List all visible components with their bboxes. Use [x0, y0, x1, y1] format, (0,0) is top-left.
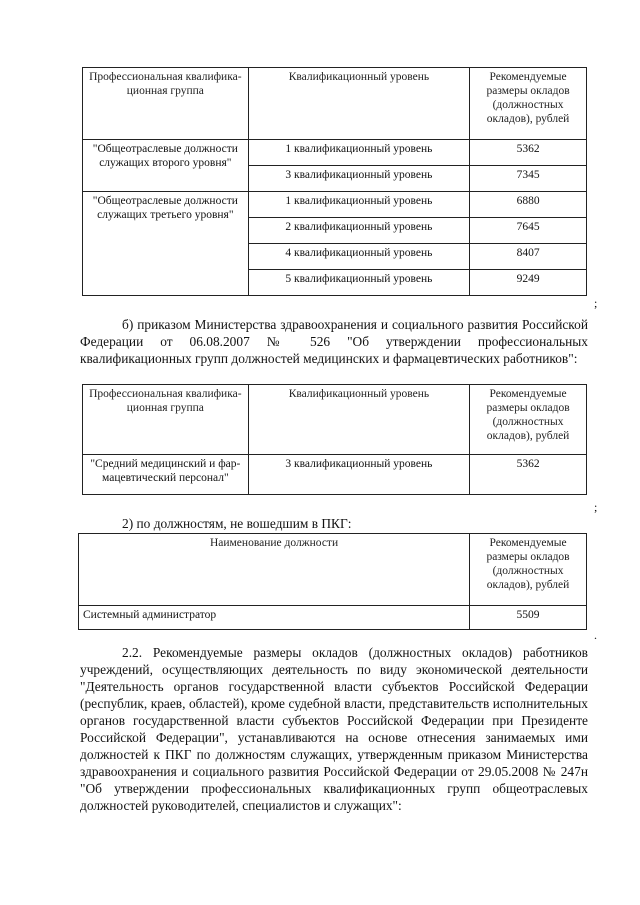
header-group: Профессиональная квалифика-ционная группа	[83, 385, 249, 455]
table-header-row	[79, 534, 587, 606]
salary-cell: 7645	[470, 218, 587, 244]
level-cell: 3 квалификационный уровень	[248, 166, 469, 192]
group-cell: "Общеотраслевые должности служащих третьего уровня"	[83, 192, 249, 296]
salary-cell: 5362	[470, 140, 587, 166]
table-pkg-general	[82, 67, 587, 296]
salary-cell: 8407	[470, 244, 587, 270]
semicolon-2: ;	[594, 500, 598, 514]
group-cell: "Средний медицинский и фар-мацевтический персонал"	[83, 455, 249, 495]
table-header-row	[83, 68, 587, 140]
period-mark: .	[594, 628, 597, 642]
level-cell: 5 квалификационный уровень	[248, 270, 469, 296]
header-position: Наименование должности	[79, 534, 470, 606]
table-row	[83, 455, 587, 495]
level-cell: 4 квалификационный уровень	[248, 244, 469, 270]
salary-cell: 5362	[470, 455, 587, 495]
group-cell: "Общеотраслевые должности служащих второго уровня"	[83, 140, 249, 192]
level-cell: 2 квалификационный уровень	[248, 218, 469, 244]
paragraph-2: 2) по должностям, не вошедшим в ПКГ:	[122, 516, 352, 531]
position-cell: Системный администратор	[79, 606, 470, 630]
salary-cell: 9249	[470, 270, 587, 296]
header-salary: Рекомендуемые размеры окладов (должностных окладов), рублей	[470, 534, 587, 606]
header-level: Квалификационный уровень	[248, 68, 469, 140]
table-row	[83, 140, 587, 166]
salary-cell: 6880	[470, 192, 587, 218]
table-header-row	[83, 385, 587, 455]
table-row	[83, 192, 587, 218]
table-row	[79, 606, 587, 630]
level-cell: 3 квалификационный уровень	[248, 455, 469, 495]
level-cell: 1 квалификационный уровень	[248, 192, 469, 218]
table-pkg-medical	[82, 384, 587, 495]
header-salary: Рекомендуемые размеры окладов (должностных окладов), рублей	[470, 68, 587, 140]
paragraph-b: б) приказом Министерства здравоохранения и социального развития Российской Федерации от 06.08.2007 № 526 "Об утверждении профессиональных квалификационных групп должностей медицинских и фармацевтических работников":	[80, 317, 588, 366]
header-group: Профессиональная квалифика-ционная группа	[83, 68, 249, 140]
semicolon-1: ;	[594, 296, 598, 310]
level-cell: 1 квалификационный уровень	[248, 140, 469, 166]
salary-cell: 5509	[470, 606, 587, 630]
paragraph-2-2: 2.2. Рекомендуемые размеры окладов (должностных окладов) работников учреждений, осуществляющих деятельность по виду экономической деятельности "Деятельность органов государственной власти субъектов Российской Федерации (республик, краев, областей), кроме судебной власти, представительств исполнительных органов государственной власти субъектов Российской Федерации при Президенте Российской Федерации", устанавливаются на основе отнесения занимаемых ими должностей к ПКГ по должностям служащих, утвержденным приказом Министерства здравоохранения и социального развития Российской Федерации от 29.05.2008 № 247н "Об утверждении профессиональных квалификационных групп общеотраслевых должностей руководителей, специалистов и служащих":	[80, 645, 588, 813]
header-salary: Рекомендуемые размеры окладов (должностных окладов), рублей	[470, 385, 587, 455]
header-level: Квалификационный уровень	[248, 385, 469, 455]
salary-cell: 7345	[470, 166, 587, 192]
table-non-pkg	[78, 533, 587, 630]
